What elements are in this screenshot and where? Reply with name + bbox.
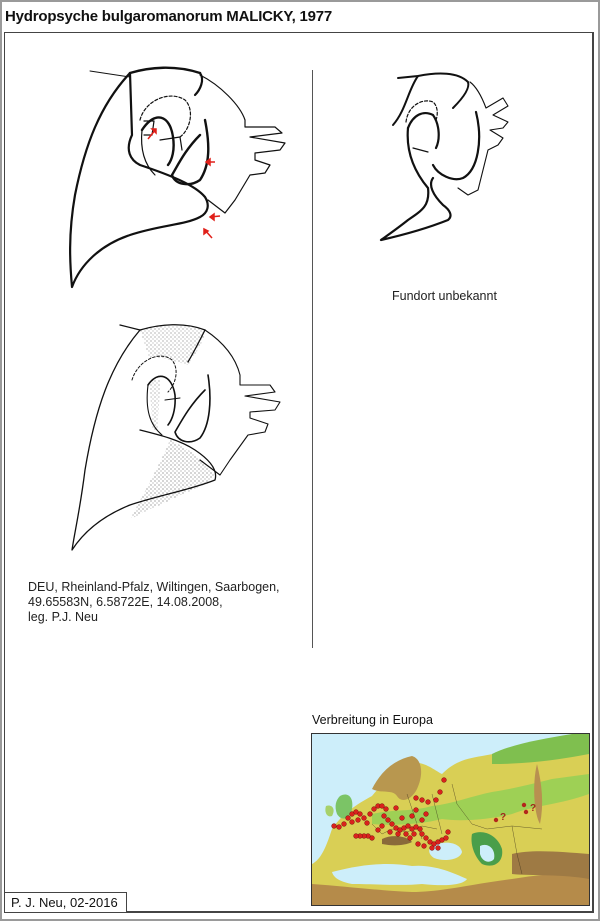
genitalia-drawing-outline (378, 70, 528, 260)
page-title: Hydropsyche bulgaromanorum MALICKY, 1977 (5, 8, 333, 25)
distribution-map (311, 733, 590, 906)
uncertain-record-marker: ? (500, 812, 507, 823)
author-credit: P. J. Neu, 02-2016 (4, 892, 127, 913)
map-title: Verbreitung in Europa (312, 713, 433, 727)
uncertain-record-marker: ? (530, 803, 537, 814)
genitalia-drawing-annotated (60, 65, 300, 295)
locality-line-3: leg. P.J. Neu (28, 610, 98, 624)
locality-line-2: 49.65583N, 6.58722E, 14.08.2008, (28, 595, 223, 609)
locality-caption-right: Fundort unbekannt (392, 289, 497, 303)
locality-line-1: DEU, Rheinland-Pfalz, Wiltingen, Saarbogen, (28, 580, 280, 594)
column-divider (312, 70, 313, 648)
locality-caption-left (28, 580, 318, 625)
genitalia-drawing-stippled (70, 320, 300, 555)
